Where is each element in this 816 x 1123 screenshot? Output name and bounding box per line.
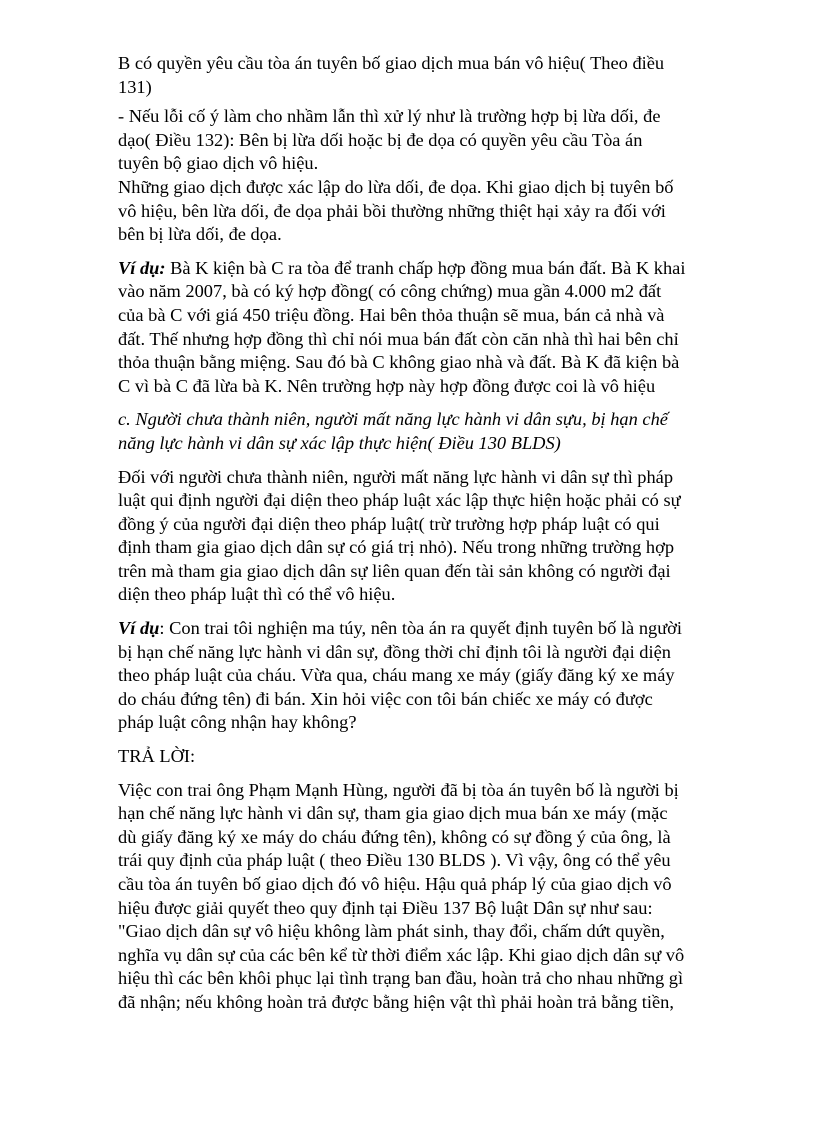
- text-line: "Giao dịch dân sự vô hiệu không làm phát sinh, thay đổi, chấm dứt quyền,: [118, 921, 665, 942]
- text-line: trên mà tham gia giao dịch dân sự liên quan đến tài sản không có người đại: [118, 560, 671, 581]
- text-line: luật qui định người đại diện theo pháp luật xác lập thực hiện hoặc phải có sự: [118, 490, 681, 511]
- text-line: C vì bà C đã lừa bà K. Nên trường hợp này hợp đồng được coi là vô hiệu: [118, 375, 656, 396]
- text-line: tuyên bộ giao dịch vô hiệu.: [118, 153, 319, 174]
- text-line: nghĩa vụ dân sự của các bên kể từ thời điểm xác lập. Khi giao dịch dân sự vô: [118, 944, 685, 965]
- text-line: theo pháp luật của cháu. Vừa qua, cháu mang xe máy (giấy đăng ký xe máy: [118, 665, 675, 686]
- text-line: năng lực hành vi dân sự xác lập thực hiện( Điều 130 BLDS): [118, 432, 561, 453]
- text-line: đất. Thế nhưng hợp đồng thì chỉ nói mua bán đất còn căn nhà thì hai bên chỉ: [118, 328, 679, 349]
- text-line: hạn chế năng lực hành vi dân sự, tham gia giao dịch mua bán xe máy (mặc: [118, 803, 668, 824]
- text-line-rest: : Con trai tôi nghiện ma túy, nên tòa án ra quyết định tuyên bố là người: [159, 618, 683, 639]
- example-label: Ví dụ: [118, 618, 160, 639]
- text-line: do cháu đứng tên) đi bán. Xin hỏi việc con tôi bán chiếc xe máy có được: [118, 688, 653, 709]
- text-line: TRẢ LỜI:: [118, 746, 196, 767]
- text-line: - Nếu lỗi cố ý làm cho nhầm lẫn thì xử lý như là trường hợp bị lừa dối, đe: [118, 106, 661, 127]
- text-line: hiệu thì các bên khôi phục lại tình trạng ban đầu, hoàn trả cho nhau những gì: [118, 968, 684, 989]
- text-line: đã nhận; nếu không hoàn trả được bằng hiện vật thì phải hoàn trả bằng tiền,: [118, 991, 674, 1012]
- text-line: đồng ý của người đại diện theo pháp luật( trừ trường hợp pháp luật có qui: [118, 513, 660, 534]
- text-line: dù giấy đăng ký xe máy do cháu đứng tên), không có sự đồng ý của ông, là: [118, 826, 671, 847]
- text-line: 131): [118, 76, 152, 97]
- text-line: B có quyền yêu cầu tòa án tuyên bố giao dịch mua bán vô hiệu( Theo điều: [118, 53, 665, 73]
- document-page: [118, 52, 698, 1015]
- text-line: c. Người chưa thành niên, người mất năng lực hành vi dân sựu, bị hạn chế: [118, 409, 668, 430]
- paragraph-5: [118, 466, 698, 608]
- text-line: vô hiệu, bên lừa dối, đe dọa phải bồi thường những thiệt hại xảy ra đối với: [118, 200, 666, 221]
- text-line: bên bị lừa dối, đe dọa.: [118, 224, 282, 245]
- section-heading-c: [118, 408, 698, 455]
- paragraph-answer: [118, 779, 698, 1015]
- text-line: Việc con trai ông Phạm Mạnh Hùng, người đã bị tòa án tuyên bố là người bị: [118, 779, 679, 800]
- text-line: hiệu được giải quyết theo quy định tại Điều 137 Bộ luật Dân sự như sau:: [118, 897, 653, 918]
- text-line: bị hạn chế năng lực hành vi dân sự, đồng thời chỉ định tôi là người đại diện: [118, 641, 671, 662]
- text-line: vào năm 2007, bà có ký hợp đồng( có công chứng) mua gần 4.000 m2 đất: [118, 281, 662, 302]
- text-line: Đối với người chưa thành niên, người mất năng lực hành vi dân sự thì pháp: [118, 466, 674, 487]
- example-label: Ví dụ:: [118, 257, 166, 278]
- text-line-rest: Bà K kiện bà C ra tòa để tranh chấp hợp đồng mua bán đất. Bà K khai: [165, 257, 686, 278]
- text-line: cầu tòa án tuyên bố giao dịch đó vô hiệu. Hậu quả pháp lý của giao dịch vô: [118, 874, 672, 894]
- text-line: Những giao dịch được xác lập do lừa dối, đe dọa. Khi giao dịch bị tuyên bố: [118, 176, 674, 197]
- text-line: dạo( Điều 132): Bên bị lừa dối hoặc bị đe dọa có quyền yêu cầu Tòa án: [118, 129, 643, 150]
- text-line: [118, 617, 698, 641]
- text-line: trái quy định của pháp luật ( theo Điều 130 BLDS ). Vì vậy, ông có thể yêu: [118, 850, 671, 871]
- answer-heading: [118, 745, 698, 769]
- text-line: pháp luật công nhận hay không?: [118, 712, 357, 733]
- text-line: của bà C với giá 450 triệu đồng. Hai bên thỏa thuận sẽ mua, bán cả nhà và: [118, 304, 665, 325]
- text-line: thỏa thuận bằng miệng. Sau đó bà C không giao nhà và đất. Bà K đã kiện bà: [118, 352, 680, 373]
- text-line: định tham gia giao dịch dân sự có giá trị nhỏ). Nếu trong những trường hợp: [118, 537, 675, 558]
- paragraph-2: [118, 105, 698, 247]
- paragraph-example-2: [118, 617, 698, 735]
- text-line: diện theo pháp luật thì có thể vô hiệu.: [118, 584, 396, 605]
- paragraph-example-1: [118, 257, 698, 399]
- paragraph-1: [118, 52, 698, 99]
- text-line: [118, 257, 698, 281]
